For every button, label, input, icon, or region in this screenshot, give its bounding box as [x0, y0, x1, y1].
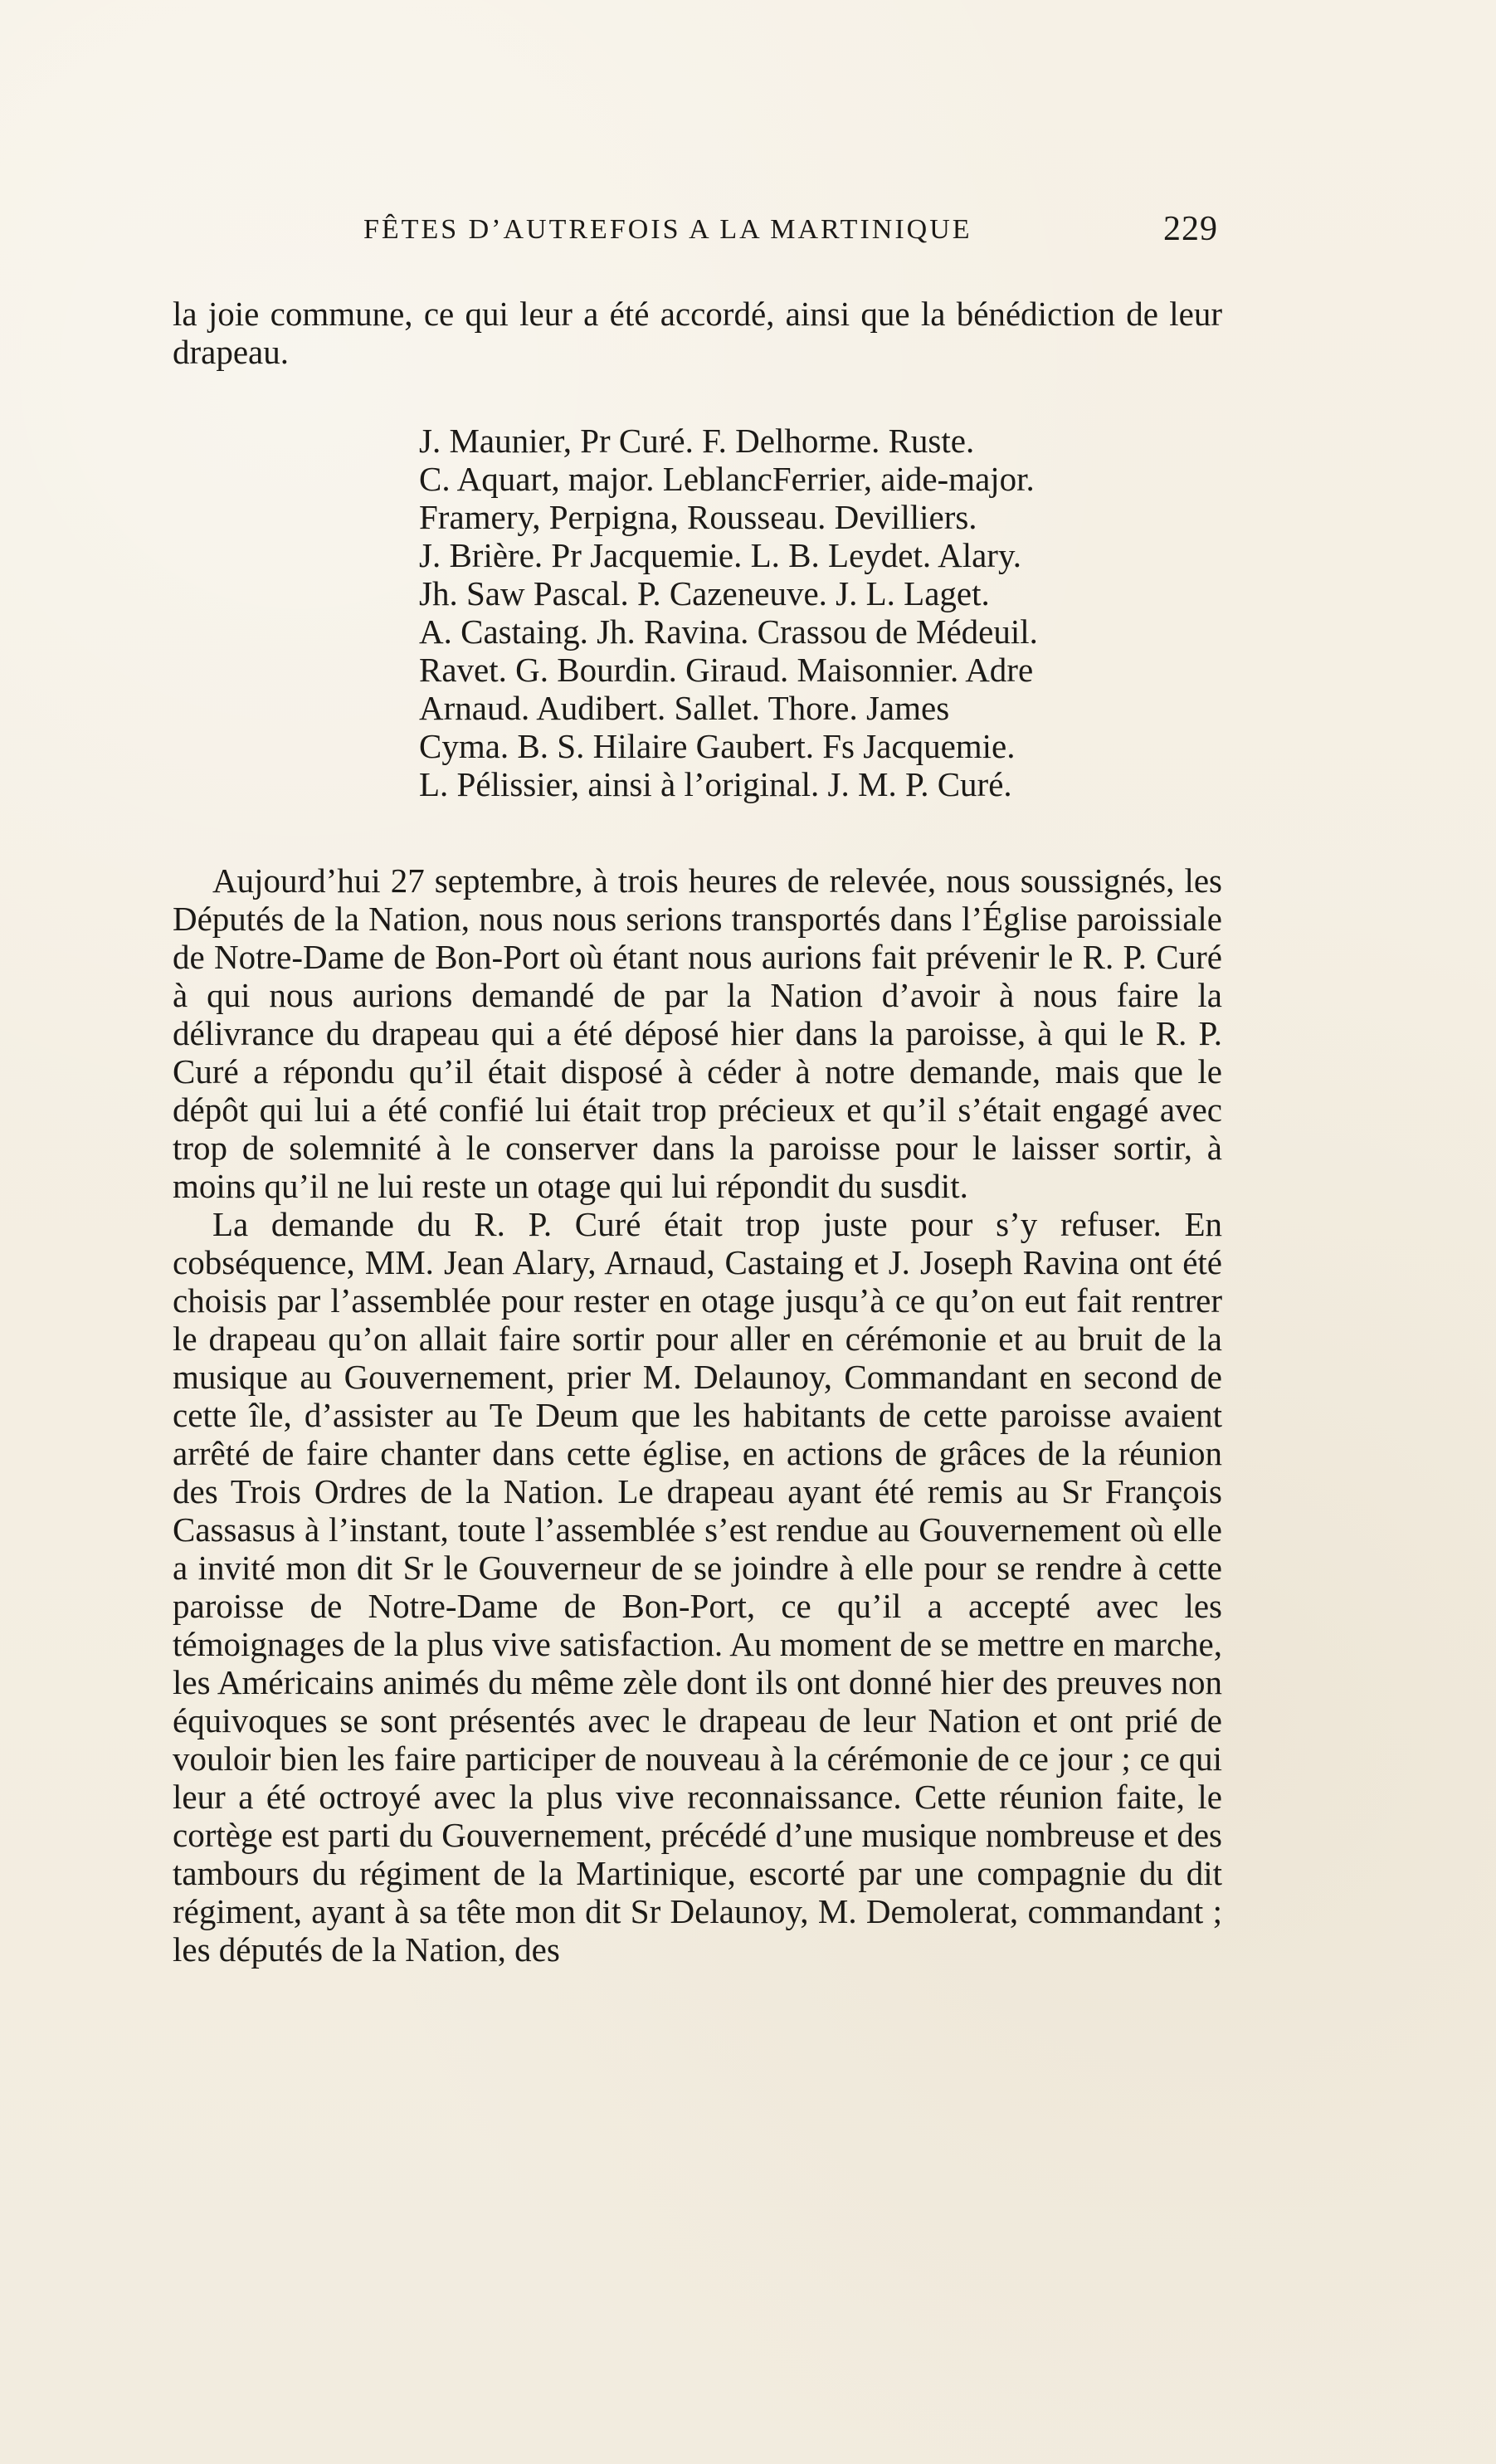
signature-line: Arnaud. Audibert. Sallet. Thore. James: [419, 689, 950, 727]
signature-line: L. Pélissier, ainsi à l’original. J. M. P. Curé.: [419, 765, 1012, 803]
signature-block: [419, 422, 1224, 803]
intro-paragraph: la joie commune, ce qui leur a été accordé, ainsi que la bénédiction de leur drapeau.: [173, 295, 1222, 371]
paragraph-1: Aujourd’hui 27 septembre, à trois heures de relevée, nous soussignés, les Députés de la Nation, nous nous serions transportés dans l’Église paroissiale de Notre-Dame de Bon-Port où étant nous aurions fait prévenir le R. P. Curé à qui nous aurions demandé de par la Nation d’avoir à nous faire la délivrance du drapeau qui a été déposé hier dans la paroisse, à qui le R. P. Curé a répondu qu’il était disposé à céder à notre demande, mais que le dépôt qui lui a été confié lui était trop précieux et qu’il s’était engagé avec trop de solemnité à le conserver dans la paroisse pour le laisser sortir, à moins qu’il ne lui reste un otage qui lui répondit du susdit.: [173, 861, 1222, 1205]
paragraph-2: La demande du R. P. Curé était trop juste pour s’y refuser. En cobséquence, MM. Jean Alary, Arnaud, Castaing et J. Joseph Ravina ont été choisis par l’assemblée pour rester en otage jusqu’à ce qu’on eut fait rentrer le drapeau qu’on allait faire sortir pour aller en cérémonie et au bruit de la musique au Gouvernement, prier M. Delaunoy, Commandant en second de cette île, d’assister au Te Deum que les habitants de cette paroisse avaient arrêté de faire chanter dans cette église, en actions de grâces de la réunion des Trois Ordres de la Nation. Le drapeau ayant été remis au Sr François Cassasus à l’instant, toute l’assemblée s’est rendue au Gouvernement où elle a invité mon dit Sr le Gouverneur de se joindre à elle pour se rendre à cette paroisse de Notre-Dame de Bon-Port, ce qu’il a accepté avec les témoignages de la plus vive satisfaction. Au moment de se mettre en marche, les Américains animés du même zèle dont ils ont donné hier des preuves non équivoques se sont présentés avec le drapeau de leur Nation et ont prié de vouloir bien les faire participer de nouveau à la cérémonie de ce jour ; ce qui leur a été octroyé avec la plus vive reconnaissance. Cette réunion faite, le cortège est parti du Gouvernement, précédé d’une musique nombreuse et des tambours du régiment de la Martinique, escorté par une compagnie du dit régiment, ayant à sa tête mon dit Sr Delaunoy, M. Demolerat, commandant ; les députés de la Nation, des: [173, 1205, 1222, 1969]
signature-line: J. Maunier, Pr Curé. F. Delhorme. Ruste.: [419, 422, 975, 460]
signature-line: Framery, Perpigna, Rousseau. Devilliers.: [419, 498, 977, 536]
signature-line: A. Castaing. Jh. Ravina. Crassou de Médeuil.: [419, 612, 1038, 651]
main-text-block: [173, 861, 1222, 1969]
signature-line: Jh. Saw Pascal. P. Cazeneuve. J. L. Laget.: [419, 574, 990, 612]
signature-line: Ravet. G. Bourdin. Giraud. Maisonnier. Adre: [419, 651, 1034, 689]
page-header: [363, 209, 1218, 259]
page-number: 229: [1163, 210, 1218, 248]
signature-line: C. Aquart, major. LeblancFerrier, aide-major.: [419, 460, 1035, 498]
signature-line: Cyma. B. S. Hilaire Gaubert. Fs Jacquemie.: [419, 727, 1016, 765]
running-head: FÊTES D’AUTREFOIS A LA MARTINIQUE: [363, 214, 972, 245]
signature-line: J. Brière. Pr Jacquemie. L. B. Leydet. Alary.: [419, 536, 1022, 574]
